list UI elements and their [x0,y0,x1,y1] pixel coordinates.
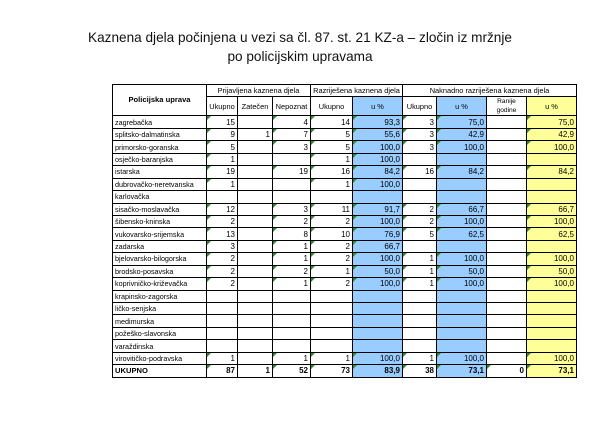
cell-total-percent: 84,2 [527,166,577,178]
cell-caught [238,315,273,327]
cell-previous-years [487,215,527,227]
cell-later-resolved-percent [437,315,487,327]
cell-unknown: 1 [273,352,311,364]
cell-resolved-percent [353,303,403,315]
cell-resolved-percent: 100,0 [353,278,403,290]
cell-total-later-resolved [403,153,437,165]
header-later-resolved-crimes: Naknadno razriješena kaznena djela [403,85,577,97]
table-row [113,228,577,240]
cell-total-reported [207,315,238,327]
cell-caught [238,303,273,315]
cell-unknown: 8 [273,228,311,240]
cell-total-later-resolved: 5 [403,228,437,240]
statistics-table [112,84,577,378]
cell-caught [238,352,273,364]
cell-total-percent: 100,0 [527,141,577,153]
cell-total-percent [527,191,577,203]
cell-total-resolved: 1 [311,178,353,190]
cell-resolved-percent: 100,0 [353,215,403,227]
cell-total-reported: 12 [207,203,238,215]
cell-later-resolved-percent: 100,0 [437,352,487,364]
cell-caught [238,166,273,178]
cell-previous-years [487,141,527,153]
cell-previous-years [487,315,527,327]
cell-unknown [273,303,311,315]
cell-total-resolved: 73 [311,365,353,377]
police-administration-name: virovitičko-podravska [113,352,207,364]
cell-total-resolved [311,340,353,352]
cell-caught [238,203,273,215]
cell-unknown: 1 [273,278,311,290]
cell-previous-years [487,265,527,277]
cell-total-reported: 2 [207,215,238,227]
police-administration-name: istarska [113,166,207,178]
table-row [113,116,577,128]
cell-caught [238,215,273,227]
police-administration-name: požeško-slavonska [113,327,207,339]
cell-unknown [273,153,311,165]
cell-total-reported: 1 [207,352,238,364]
cell-total-resolved: 2 [311,278,353,290]
cell-total-reported: 2 [207,278,238,290]
cell-total-reported [207,303,238,315]
cell-total-percent: 50,0 [527,265,577,277]
police-administration-name: zadarska [113,240,207,252]
cell-total-percent: 100,0 [527,352,577,364]
header-reported-crimes: Prijavljena kaznena djela [207,85,311,97]
police-administration-name: koprivničko-križevačka [113,278,207,290]
table-row [113,253,577,265]
cell-total-resolved: 2 [311,240,353,252]
cell-caught [238,191,273,203]
cell-resolved-percent: 100,0 [353,352,403,364]
cell-later-resolved-percent: 73,1 [437,365,487,377]
cell-resolved-percent [353,327,403,339]
cell-later-resolved-percent: 100,0 [437,215,487,227]
police-administration-name: ličko-senjska [113,303,207,315]
table-row [113,315,577,327]
cell-total-reported: 19 [207,166,238,178]
cell-total-later-resolved: 1 [403,352,437,364]
cell-resolved-percent: 100,0 [353,178,403,190]
cell-total-reported: 9 [207,128,238,140]
table-row [113,153,577,165]
cell-total-later-resolved [403,327,437,339]
cell-previous-years: 0 [487,365,527,377]
police-administration-name: karlovačka [113,191,207,203]
police-administration-name: sisačko-moslavačka [113,203,207,215]
table-row [113,166,577,178]
cell-total-percent: 100,0 [527,278,577,290]
cell-total-resolved [311,303,353,315]
cell-total-reported: 1 [207,178,238,190]
cell-total-later-resolved: 16 [403,166,437,178]
cell-total-percent: 100,0 [527,215,577,227]
police-administration-name: dubrovačko-neretvanska [113,178,207,190]
cell-total-later-resolved: 3 [403,116,437,128]
cell-total-percent: 73,1 [527,365,577,377]
cell-resolved-percent: 84,2 [353,166,403,178]
cell-total-reported: 3 [207,240,238,252]
cell-unknown: 19 [273,166,311,178]
cell-total-resolved: 1 [311,153,353,165]
cell-unknown: 1 [273,240,311,252]
cell-resolved-percent: 66,7 [353,240,403,252]
cell-previous-years [487,153,527,165]
cell-total-resolved [311,191,353,203]
cell-previous-years [487,340,527,352]
cell-total-percent [527,290,577,302]
cell-resolved-percent: 100,0 [353,141,403,153]
cell-caught [238,290,273,302]
police-administration-name: vukovarsko-srijemska [113,228,207,240]
cell-total-percent [527,340,577,352]
subheader-total-later-resolved: Ukupno [403,97,437,116]
cell-total-reported: 15 [207,116,238,128]
cell-later-resolved-percent [437,191,487,203]
cell-total-resolved: 11 [311,203,353,215]
cell-unknown [273,290,311,302]
cell-resolved-percent: 83,9 [353,365,403,377]
table-row [113,203,577,215]
cell-total-later-resolved [403,191,437,203]
cell-total-percent: 62,5 [527,228,577,240]
subheader-later-resolved-percent: u % [437,97,487,116]
police-administration-name: bjelovarsko-bilogorska [113,253,207,265]
cell-caught: 1 [238,365,273,377]
cell-total-reported: 13 [207,228,238,240]
cell-total-later-resolved [403,303,437,315]
subheader-total-percent: u % [527,97,577,116]
cell-unknown [273,191,311,203]
cell-previous-years [487,290,527,302]
cell-later-resolved-percent [437,153,487,165]
cell-later-resolved-percent: 75,0 [437,116,487,128]
cell-total-percent: 75,0 [527,116,577,128]
table-header-row [113,85,577,97]
subheader-total-resolved: Ukupno [311,97,353,116]
cell-unknown [273,340,311,352]
cell-previous-years [487,278,527,290]
cell-total-reported [207,340,238,352]
cell-resolved-percent: 55,6 [353,128,403,140]
police-administration-name: primorsko-goranska [113,141,207,153]
cell-resolved-percent: 100,0 [353,253,403,265]
cell-total-percent [527,303,577,315]
table-row [113,191,577,203]
police-administration-name: zagrebačka [113,116,207,128]
table-row [113,240,577,252]
table-row [113,303,577,315]
table-row [113,141,577,153]
cell-total-resolved: 1 [311,265,353,277]
police-administration-name: medimurska [113,315,207,327]
cell-total-reported: 2 [207,253,238,265]
cell-total-resolved: 2 [311,253,353,265]
cell-caught: 1 [238,128,273,140]
table-row [113,128,577,140]
subheader-resolved-percent: u % [353,97,403,116]
cell-previous-years [487,253,527,265]
cell-previous-years [487,352,527,364]
police-administration-name: krapinsko-zagorska [113,290,207,302]
cell-resolved-percent: 100,0 [353,153,403,165]
cell-caught [238,340,273,352]
cell-caught [238,178,273,190]
cell-total-reported [207,290,238,302]
cell-caught [238,240,273,252]
cell-later-resolved-percent [437,303,487,315]
cell-total-later-resolved [403,290,437,302]
cell-total-percent: 66,7 [527,203,577,215]
subheader-unknown: Nepoznat [273,97,311,116]
cell-previous-years [487,303,527,315]
cell-unknown: 2 [273,215,311,227]
cell-later-resolved-percent [437,327,487,339]
cell-later-resolved-percent: 62,5 [437,228,487,240]
document-title: Kaznena djela počinjena u vezi sa čl. 87. st. 21 KZ-a – zločin iz mržnje [88,30,512,45]
cell-total-later-resolved: 2 [403,215,437,227]
cell-total-reported: 1 [207,153,238,165]
cell-resolved-percent: 50,0 [353,265,403,277]
cell-total-later-resolved [403,240,437,252]
cell-previous-years [487,178,527,190]
cell-previous-years [487,203,527,215]
cell-total-later-resolved [403,178,437,190]
cell-total-resolved [311,290,353,302]
table-row [113,352,577,364]
table-row [113,340,577,352]
cell-caught [238,228,273,240]
cell-caught [238,327,273,339]
police-administration-name: osječko-baranjska [113,153,207,165]
subheader-total-reported: Ukupno [207,97,238,116]
document-subtitle: po policijskim upravama [227,49,373,64]
cell-unknown: 4 [273,116,311,128]
cell-unknown: 52 [273,365,311,377]
cell-total-later-resolved: 1 [403,278,437,290]
cell-total-later-resolved: 1 [403,253,437,265]
cell-caught [238,253,273,265]
cell-unknown: 3 [273,203,311,215]
cell-resolved-percent: 93,3 [353,116,403,128]
cell-total-percent [527,240,577,252]
cell-later-resolved-percent: 100,0 [437,141,487,153]
cell-total-percent [527,153,577,165]
cell-caught [238,265,273,277]
cell-later-resolved-percent: 100,0 [437,278,487,290]
cell-total-later-resolved: 2 [403,203,437,215]
cell-total-later-resolved: 3 [403,128,437,140]
cell-total-resolved: 14 [311,116,353,128]
cell-previous-years [487,191,527,203]
cell-total-resolved: 5 [311,128,353,140]
table-row [113,215,577,227]
cell-total-later-resolved [403,340,437,352]
cell-later-resolved-percent [437,178,487,190]
cell-previous-years [487,327,527,339]
cell-total-later-resolved: 3 [403,141,437,153]
police-administration-name: šibensko-kninska [113,215,207,227]
cell-later-resolved-percent [437,290,487,302]
table-row [113,290,577,302]
cell-resolved-percent [353,315,403,327]
subheader-caught: Zatečen [238,97,273,116]
cell-total-reported: 5 [207,141,238,153]
cell-later-resolved-percent [437,240,487,252]
cell-caught [238,141,273,153]
cell-caught [238,116,273,128]
cell-later-resolved-percent: 100,0 [437,253,487,265]
cell-unknown: 1 [273,253,311,265]
cell-resolved-percent [353,191,403,203]
cell-later-resolved-percent: 84,2 [437,166,487,178]
cell-total-resolved [311,315,353,327]
table-row [113,265,577,277]
cell-total-resolved: 16 [311,166,353,178]
subheader-previous-years: Ranije godine [487,97,527,116]
cell-unknown [273,315,311,327]
cell-total-percent: 42,9 [527,128,577,140]
cell-unknown [273,178,311,190]
cell-previous-years [487,116,527,128]
police-administration-name: splitsko-dalmatinska [113,128,207,140]
cell-total-reported [207,327,238,339]
cell-total-percent [527,315,577,327]
cell-total-resolved: 5 [311,141,353,153]
cell-total-later-resolved [403,315,437,327]
cell-unknown: 3 [273,141,311,153]
cell-later-resolved-percent: 50,0 [437,265,487,277]
cell-resolved-percent: 91,7 [353,203,403,215]
cell-total-percent [527,178,577,190]
cell-caught [238,278,273,290]
cell-unknown: 7 [273,128,311,140]
cell-unknown [273,327,311,339]
cell-resolved-percent [353,340,403,352]
cell-total-percent: 100,0 [527,253,577,265]
cell-total-later-resolved: 38 [403,365,437,377]
cell-total-resolved: 2 [311,215,353,227]
cell-previous-years [487,228,527,240]
cell-total-reported: 87 [207,365,238,377]
cell-total-percent [527,327,577,339]
table-row [113,327,577,339]
cell-total-reported: 2 [207,265,238,277]
cell-total-resolved [311,327,353,339]
cell-previous-years [487,240,527,252]
cell-previous-years [487,128,527,140]
cell-resolved-percent: 76,9 [353,228,403,240]
cell-later-resolved-percent: 42,9 [437,128,487,140]
cell-previous-years [487,166,527,178]
cell-later-resolved-percent: 66,7 [437,203,487,215]
cell-total-reported [207,191,238,203]
cell-total-later-resolved: 1 [403,265,437,277]
cell-caught [238,153,273,165]
police-administration-name: varaždinska [113,340,207,352]
police-administration-name: brodsko-posavska [113,265,207,277]
header-police-administration: Policijska uprava [113,85,207,116]
cell-unknown: 2 [273,265,311,277]
header-resolved-crimes: Razriješena kaznena djela [311,85,403,97]
table-total-row [113,365,577,377]
table-row [113,278,577,290]
cell-total-resolved: 10 [311,228,353,240]
total-label: UKUPNO [113,365,207,377]
table-row [113,178,577,190]
cell-total-resolved: 1 [311,352,353,364]
cell-later-resolved-percent [437,340,487,352]
cell-resolved-percent [353,290,403,302]
